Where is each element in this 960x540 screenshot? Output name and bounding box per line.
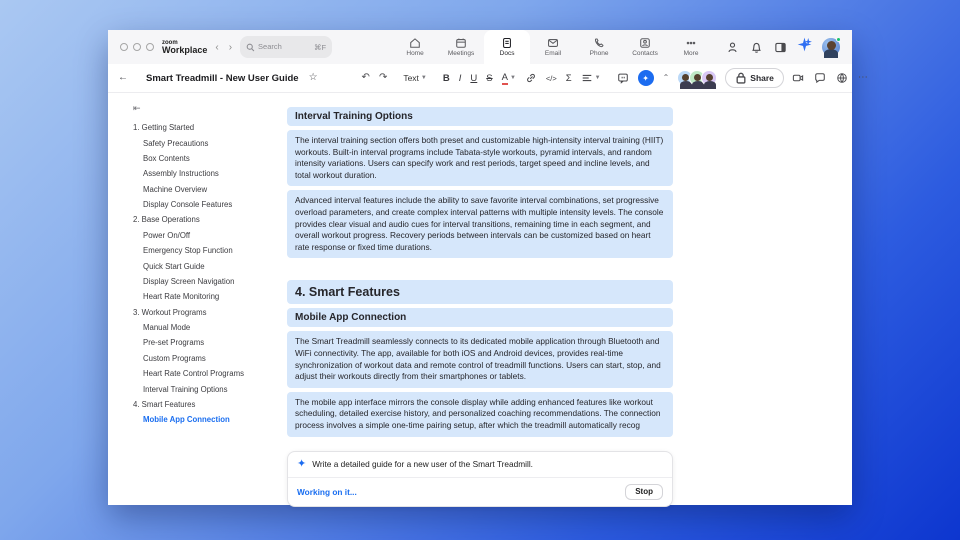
ai-companion-sparkle-icon[interactable] (798, 38, 811, 51)
logo-workplace-text: Workplace (162, 44, 208, 55)
document-area (108, 93, 852, 505)
tab-home[interactable]: Home (392, 30, 438, 64)
docs-icon (501, 37, 513, 49)
stop-generation-button[interactable]: Stop (625, 484, 663, 500)
toc-item[interactable]: 2. Base Operations (133, 215, 200, 225)
ai-companion-button[interactable]: ✦ (638, 70, 654, 86)
search-icon (246, 43, 255, 52)
app-tabs (392, 30, 714, 64)
window-controls[interactable] (108, 30, 162, 64)
chevron-down-icon: ▼ (509, 75, 516, 81)
undo-icon[interactable]: ↶ (361, 72, 370, 83)
toc-item[interactable]: Assembly Instructions (143, 169, 219, 179)
toc-item[interactable]: Heart Rate Control Programs (143, 369, 244, 379)
toc-item[interactable]: Pre-set Programs (143, 338, 205, 348)
chat-bubble-icon[interactable] (814, 72, 826, 84)
bold-button[interactable]: B (442, 72, 450, 84)
nav-forward-button[interactable]: › (228, 41, 233, 53)
toc-item[interactable]: Box Contents (143, 153, 190, 163)
collapse-toolbar-button[interactable]: ⌃ (662, 73, 670, 82)
side-panel-toggle-icon[interactable] (774, 41, 787, 54)
presence-status-dot (836, 37, 841, 42)
titlebar (108, 30, 852, 64)
italic-button[interactable]: I (458, 72, 462, 84)
close-window-icon[interactable] (120, 43, 128, 51)
more-options-button[interactable]: ⋯ (857, 72, 868, 83)
zoom-window-icon[interactable] (146, 43, 154, 51)
ai-companion-panel (287, 451, 673, 507)
toc-item-active[interactable]: Mobile App Connection (143, 415, 230, 425)
toc-item[interactable]: 1. Getting Started (133, 123, 195, 133)
insert-formula-button[interactable]: Σ (565, 72, 572, 84)
tab-meetings[interactable]: Meetings (438, 30, 484, 64)
table-of-contents (133, 103, 283, 428)
lock-icon (735, 72, 747, 84)
toc-item[interactable]: 3. Workout Programs (133, 307, 207, 317)
insert-code-button[interactable]: </> (545, 73, 557, 83)
video-camera-icon[interactable] (792, 72, 804, 84)
ai-prompt-text: Write a detailed guide for a new user of the Smart Treadmill. (312, 459, 533, 469)
toc-item[interactable]: Display Screen Navigation (143, 276, 235, 286)
toc-item[interactable]: Heart Rate Monitoring (143, 292, 220, 302)
doc-heading[interactable]: 4. Smart Features (287, 280, 673, 304)
toc-item[interactable]: Quick Start Guide (143, 261, 205, 271)
share-button[interactable]: Share (725, 68, 784, 88)
toc-item[interactable]: Custom Programs (143, 353, 206, 363)
toc-item[interactable]: Display Console Features (143, 200, 233, 210)
more-dots-icon (685, 37, 697, 49)
zoom-workplace-logo (162, 30, 207, 64)
toc-item[interactable]: 4. Smart Features (133, 399, 196, 409)
doc-paragraph[interactable]: The interval training section offers both preset and customizable high-intensity interval training (HIIT) workouts. Built-in interval programs include Tabata-style workouts, pyramid intervals, and random intensity variations. Users can specify work and rest periods, target speed and incline levels, and total workout duration. (287, 130, 673, 186)
toc-item[interactable]: Safety Precautions (143, 138, 209, 148)
tab-contacts[interactable]: Contacts (622, 30, 668, 64)
text-style-dropdown[interactable]: Text ▼ (403, 73, 427, 83)
underline-button[interactable]: U (470, 72, 478, 84)
doc-heading[interactable]: Mobile App Connection (287, 308, 673, 327)
toc-collapse-icon[interactable]: ⇤ (133, 103, 141, 113)
tab-phone[interactable]: Phone (576, 30, 622, 64)
minimize-window-icon[interactable] (133, 43, 141, 51)
home-icon (409, 37, 421, 49)
doc-back-button[interactable]: ← (118, 72, 128, 83)
text-color-dropdown[interactable]: A ▼ (501, 71, 516, 83)
tab-email[interactable]: Email (530, 30, 576, 64)
collaborator-avatars (677, 70, 717, 86)
doc-paragraph[interactable]: The Smart Treadmill seamlessly connects to its dedicated mobile application through Bluetooth and WiFi connectivity. The app, available for both iOS and Android devices, provides real-time synchronization of workout data and remote control of treadmill functions. Users can start, stop, and adjust their workouts directly from their smartphones or tablets. (287, 331, 673, 387)
ai-status-text: Working on it... (297, 486, 357, 497)
insert-link-icon[interactable] (525, 72, 537, 84)
redo-icon[interactable]: ↷ (378, 72, 388, 83)
comment-icon[interactable] (617, 72, 629, 84)
align-left-icon (581, 72, 593, 84)
search-shortcut: ⌘F (313, 42, 327, 52)
apps-grid-icon[interactable] (836, 72, 848, 84)
document-body (287, 107, 673, 507)
doc-paragraph[interactable]: The mobile app interface mirrors the console display while adding enhanced features like workout scheduling, detailed exercise history, and personalized coaching recommendations. The connection process involves a simple one-time pairing setup, after which the treadmill automatically recog (287, 392, 673, 437)
chevron-down-icon: ▼ (594, 75, 601, 81)
logo-zoom-text: zoom (162, 39, 178, 46)
tab-more[interactable]: More (668, 30, 714, 64)
favorite-star-icon[interactable]: ☆ (308, 72, 318, 83)
toc-item[interactable]: Manual Mode (143, 323, 191, 333)
zoom-workplace-window (108, 30, 868, 505)
collaborator-avatar[interactable] (701, 70, 717, 86)
toc-item[interactable]: Power On/Off (143, 230, 191, 240)
toc-item[interactable]: Interval Training Options (143, 384, 228, 394)
phone-icon (593, 37, 605, 49)
profile-icon[interactable] (726, 41, 739, 54)
chevron-down-icon: ▼ (420, 75, 427, 81)
nav-back-button[interactable]: ‹ (215, 41, 219, 53)
contacts-icon (639, 37, 651, 49)
doc-paragraph[interactable]: Advanced interval features include the ability to save favorite interval combinations, set progressive overload parameters, and create complex interval patterns with multiple intensity levels. The console provides clear visual and audio cues for interval transitions, remaining time in each segment, and overall workout progress. Recovery periods between intervals can be customized based on heart rate response or fixed time durations. (287, 190, 673, 258)
align-dropdown[interactable] (581, 72, 601, 84)
ai-sparkle-icon: ✦ (297, 457, 307, 470)
doc-heading[interactable]: Interval Training Options (287, 107, 673, 126)
toc-item[interactable]: Emergency Stop Function (143, 246, 233, 256)
toc-item[interactable]: Machine Overview (143, 184, 208, 194)
calendar-icon (455, 37, 467, 49)
strikethrough-button[interactable]: S (486, 72, 493, 84)
document-title[interactable]: Smart Treadmill - New User Guide (146, 72, 299, 84)
tab-docs[interactable]: Docs (484, 30, 530, 64)
global-search-input[interactable] (240, 36, 332, 58)
email-icon (547, 37, 559, 49)
search-placeholder: Search (258, 41, 282, 51)
notifications-bell-icon[interactable] (750, 41, 763, 54)
doc-toolbar (108, 64, 868, 93)
